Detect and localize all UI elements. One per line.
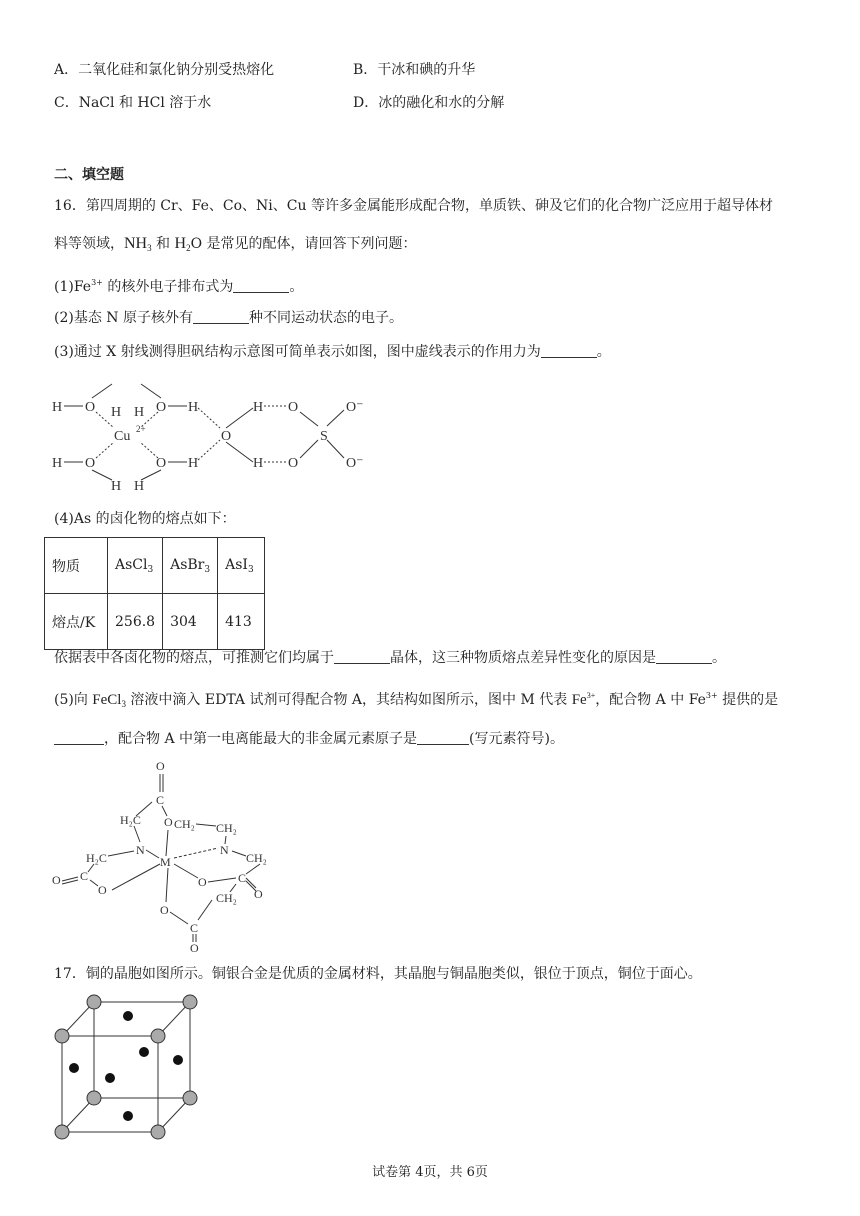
- ch2-group: CH₂: [174, 817, 195, 831]
- corner-atom: [55, 1125, 69, 1139]
- table-cell: 256.8: [108, 594, 163, 650]
- h-atom: H: [134, 479, 145, 494]
- face-center-atom: [69, 1063, 79, 1073]
- c-atom: C: [238, 871, 247, 885]
- section-title: 二、填空题: [54, 167, 124, 183]
- page-footer: 试卷第 4页，共 6页: [372, 1165, 488, 1180]
- corner-atom: [87, 1091, 101, 1105]
- nh3-formula: $NH_3$: [124, 235, 152, 253]
- h-atom: H: [188, 400, 199, 415]
- c-atom: C: [156, 793, 165, 807]
- h2c-group: H₂C: [86, 851, 107, 865]
- table-cell: 304: [163, 594, 218, 650]
- option-d: D．冰的融化和水的分解: [353, 95, 505, 111]
- o-atom: O: [52, 873, 61, 887]
- face-center-atom: [123, 1111, 133, 1121]
- corner-atom: [151, 1029, 165, 1043]
- ch2-group: CH₂: [216, 821, 237, 835]
- melting-point-table: [44, 537, 265, 650]
- face-center-atom: [123, 1011, 133, 1021]
- q16-part3: (3)通过 X 射线测得胆矾结构示意图可简单表示如图，图中虚线表示的作用力为 。: [54, 344, 611, 360]
- answer-blank[interactable]: [541, 343, 597, 358]
- table-header-asi3: AsI$_3$: [218, 538, 265, 594]
- q16-part5-line2: ，配合物 A 中第一电离能最大的非金属元素原子是 (写元素符号)。: [54, 729, 564, 749]
- option-a: A．二氧化硅和氯化钠分别受热熔化: [54, 62, 275, 78]
- q16-part1: $(1)Fe^{3+}$ 的核外电子排布式为 。: [54, 278, 304, 295]
- o-atom: O: [85, 400, 96, 415]
- m-atom: M: [160, 855, 171, 869]
- answer-blank[interactable]: [334, 649, 390, 664]
- answer-blank[interactable]: [54, 730, 104, 745]
- answer-blank[interactable]: [656, 649, 712, 664]
- h-atom: H: [111, 479, 122, 494]
- h2c-group: H₂C: [120, 813, 141, 827]
- ch2-group: CH₂: [246, 851, 267, 865]
- h-atom: H: [253, 400, 264, 415]
- table-row: [45, 594, 265, 650]
- corner-atom: [183, 1091, 197, 1105]
- n-atom: N: [136, 843, 145, 857]
- q16-intro2-text: 料等领域，: [54, 236, 124, 252]
- s-atom: S: [320, 429, 328, 444]
- corner-atom: [183, 995, 197, 1009]
- cu-ion: Cu: [114, 429, 131, 444]
- o-atom: O: [156, 759, 165, 773]
- o-atom: O: [85, 456, 96, 471]
- o-atom: O: [156, 456, 167, 471]
- table-header-ascl3: AsCl$_3$: [108, 538, 163, 594]
- cu-charge: 2+: [136, 424, 146, 434]
- o-atom: O: [198, 875, 207, 889]
- q16-intro-line2: [54, 234, 417, 258]
- face-center-atom: [105, 1073, 115, 1083]
- h-atom: H: [52, 400, 63, 415]
- face-center-atom: [139, 1047, 149, 1057]
- h-atom: H: [253, 456, 264, 471]
- o-atom: O: [156, 400, 167, 415]
- o-atom: O: [288, 400, 299, 415]
- q16-part4-title: (4)As 的卤化物的熔点如下：: [54, 511, 236, 527]
- h-atom: H: [188, 456, 199, 471]
- copper-sulfate-structure-diagram: [48, 376, 378, 494]
- h2o-formula: $H_2$: [174, 235, 191, 253]
- table-row: [45, 538, 265, 594]
- table-cell: 413: [218, 594, 265, 650]
- c-atom: C: [190, 921, 199, 935]
- answer-blank[interactable]: [233, 278, 289, 293]
- q17-text: 17．铜的晶胞如图所示。铜银合金是优质的金属材料，其晶胞与铜晶胞类似，银位于顶点，铜位于面心。: [54, 966, 702, 982]
- q16-part4-question: 依据表中各卤化物的熔点，可推测它们均属于 晶体，这三种物质熔点差异性变化的原因是 。: [54, 650, 726, 666]
- o-minus: O⁻: [346, 456, 364, 471]
- h-atom: H: [52, 456, 63, 471]
- q16-part2: (2)基态 N 原子核外有 种不同运动状态的电子。: [54, 310, 403, 326]
- o-atom: O: [288, 456, 299, 471]
- h-atom: H: [134, 405, 145, 420]
- answer-blank[interactable]: [417, 730, 469, 745]
- o-atom: O: [160, 903, 169, 917]
- copper-unit-cell-diagram: [48, 990, 218, 1140]
- ch2-group: CH₂: [216, 891, 237, 905]
- o-atom: O: [221, 429, 232, 444]
- c-atom: C: [80, 869, 89, 883]
- answer-blank[interactable]: [193, 309, 249, 324]
- and-text: 和: [151, 236, 175, 252]
- edta-complex-diagram: [48, 756, 288, 956]
- o-minus: O⁻: [346, 400, 364, 415]
- corner-atom: [87, 995, 101, 1009]
- corner-atom: [151, 1125, 165, 1139]
- q16-intro2-tail: O 是常见的配体，请回答下列问题：: [190, 236, 417, 252]
- o-atom: O: [98, 883, 107, 897]
- table-header-substance: 物质: [45, 538, 108, 594]
- q16-intro-line1: 16．第四周期的 Cr、Fe、Co、Ni、Cu 等许多金属能形成配合物，单质铁、砷及它们的化合物广泛应用于超导体材: [54, 198, 773, 214]
- o-atom: O: [254, 887, 263, 901]
- o-atom: O: [190, 941, 199, 955]
- q16-part5-line1: (5)向 FeCl$_3$ 溶液中滴入 EDTA 试剂可得配合物 A，其结构如图所示，图中 M 代表 $Fe^{3+}$，配合物 A 中 $Fe^{3+}$ 提供的是: [54, 691, 779, 709]
- option-b: B．干冰和碘的升华: [353, 62, 476, 78]
- n-atom: N: [220, 843, 229, 857]
- h-atom: H: [111, 405, 122, 420]
- table-header-asbr3: AsBr$_3$: [163, 538, 218, 594]
- face-center-atom: [173, 1055, 183, 1065]
- fecl3-formula: FeCl$_3$: [92, 692, 126, 709]
- option-c: C．NaCl 和 HCl 溶于水: [54, 95, 212, 111]
- corner-atom: [55, 1029, 69, 1043]
- o-atom: O: [164, 815, 173, 829]
- table-cell: 熔点/K: [45, 594, 108, 650]
